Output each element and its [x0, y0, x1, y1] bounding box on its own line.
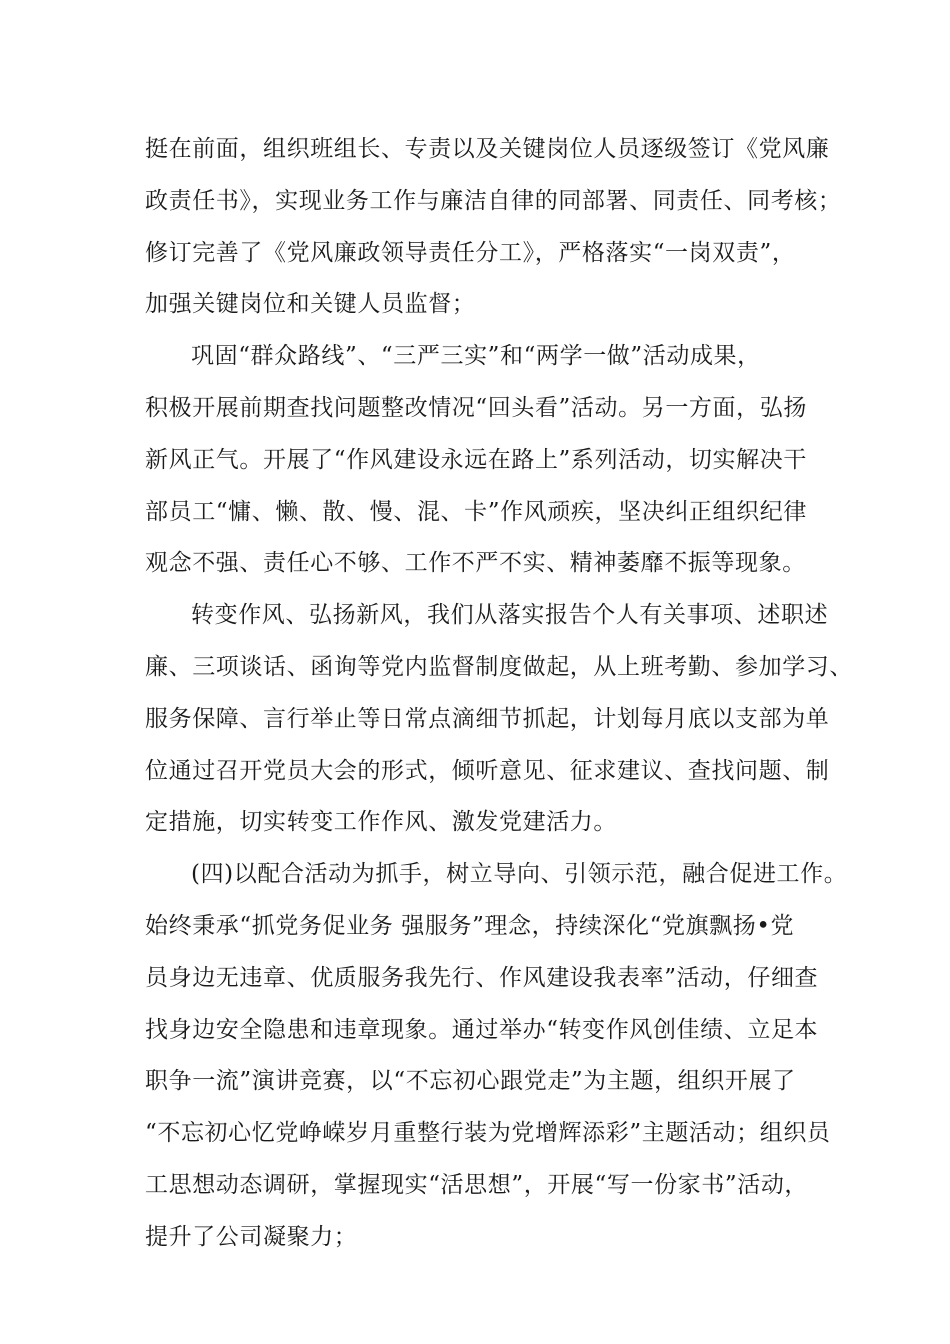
text-line: 提升了公司凝聚力；	[145, 1223, 358, 1250]
paragraph-1	[145, 124, 842, 331]
text-line: “不忘初心忆党峥嵘岁月重整行装为党增辉添彩”主题活动；组织员	[145, 1120, 831, 1147]
text-line: 廉、三项谈话、函询等党内监督制度做起，从上班考勤、参加学习、	[145, 653, 853, 680]
text-line: (四)以配合活动为抓手，树立导向、引领示范，融合促进工作。	[191, 861, 848, 888]
text-line: 转变作风、弘扬新风，我们从落实报告个人有关事项、述职述	[191, 602, 829, 629]
text-line: 找身边安全隐患和违章现象。通过举办“转变作风创佳绩、立足本	[145, 1016, 819, 1043]
text-line: 新风正气。开展了“作风建设永远在路上”系列活动，切实解决干	[145, 446, 807, 473]
paragraph-4	[145, 849, 848, 1263]
text-line: 部员工“慵、懒、散、慢、混、卡”作风顽疾，坚决纠正组织纪律	[145, 498, 807, 525]
text-line: 职争一流”演讲竞赛，以“不忘初心跟党走”为主题，组织开展了	[145, 1068, 796, 1095]
text-line: 积极开展前期查找问题整改情况“回头看”活动。另一方面，弘扬	[145, 394, 807, 421]
text-line: 服务保障、言行举止等日常点滴细节抓起，计划每月底以支部为单	[145, 705, 830, 732]
text-line: 巩固“群众路线”、“三严三实”和“两学一做”活动成果，	[191, 343, 761, 370]
text-line: 观念不强、责任心不够、工作不严不实、精神萎靡不振等现象。	[145, 550, 806, 577]
text-line: 员身边无违章、优质服务我先行、作风建设我表率”活动，仔细查	[145, 964, 819, 991]
text-line: 定措施，切实转变工作作风、激发党建活力。	[145, 809, 617, 836]
paragraph-2	[145, 331, 825, 590]
text-line: 位通过召开党员大会的形式，倾听意见、征求建议、查找问题、制	[145, 757, 830, 784]
text-line: 工思想动态调研，掌握现实“活思想”，开展“写一份家书”活动，	[145, 1171, 809, 1198]
text-line: 始终秉承“抓党务促业务 强服务”理念，持续深化“党旗飘扬•党	[145, 912, 795, 939]
text-line: 加强关键岗位和关键人员监督；	[145, 291, 476, 318]
document-body	[145, 124, 853, 1264]
text-line: 修订完善了《党风廉政领导责任分工》，严格落实“一岗双责”，	[145, 239, 796, 266]
paragraph-3	[145, 590, 853, 849]
text-line: 挺在前面，组织班组长、专责以及关键岗位人员逐级签订《党风廉	[145, 136, 830, 162]
text-line: 政责任书》，实现业务工作与廉洁自律的同部署、同责任、同考核；	[145, 187, 842, 214]
